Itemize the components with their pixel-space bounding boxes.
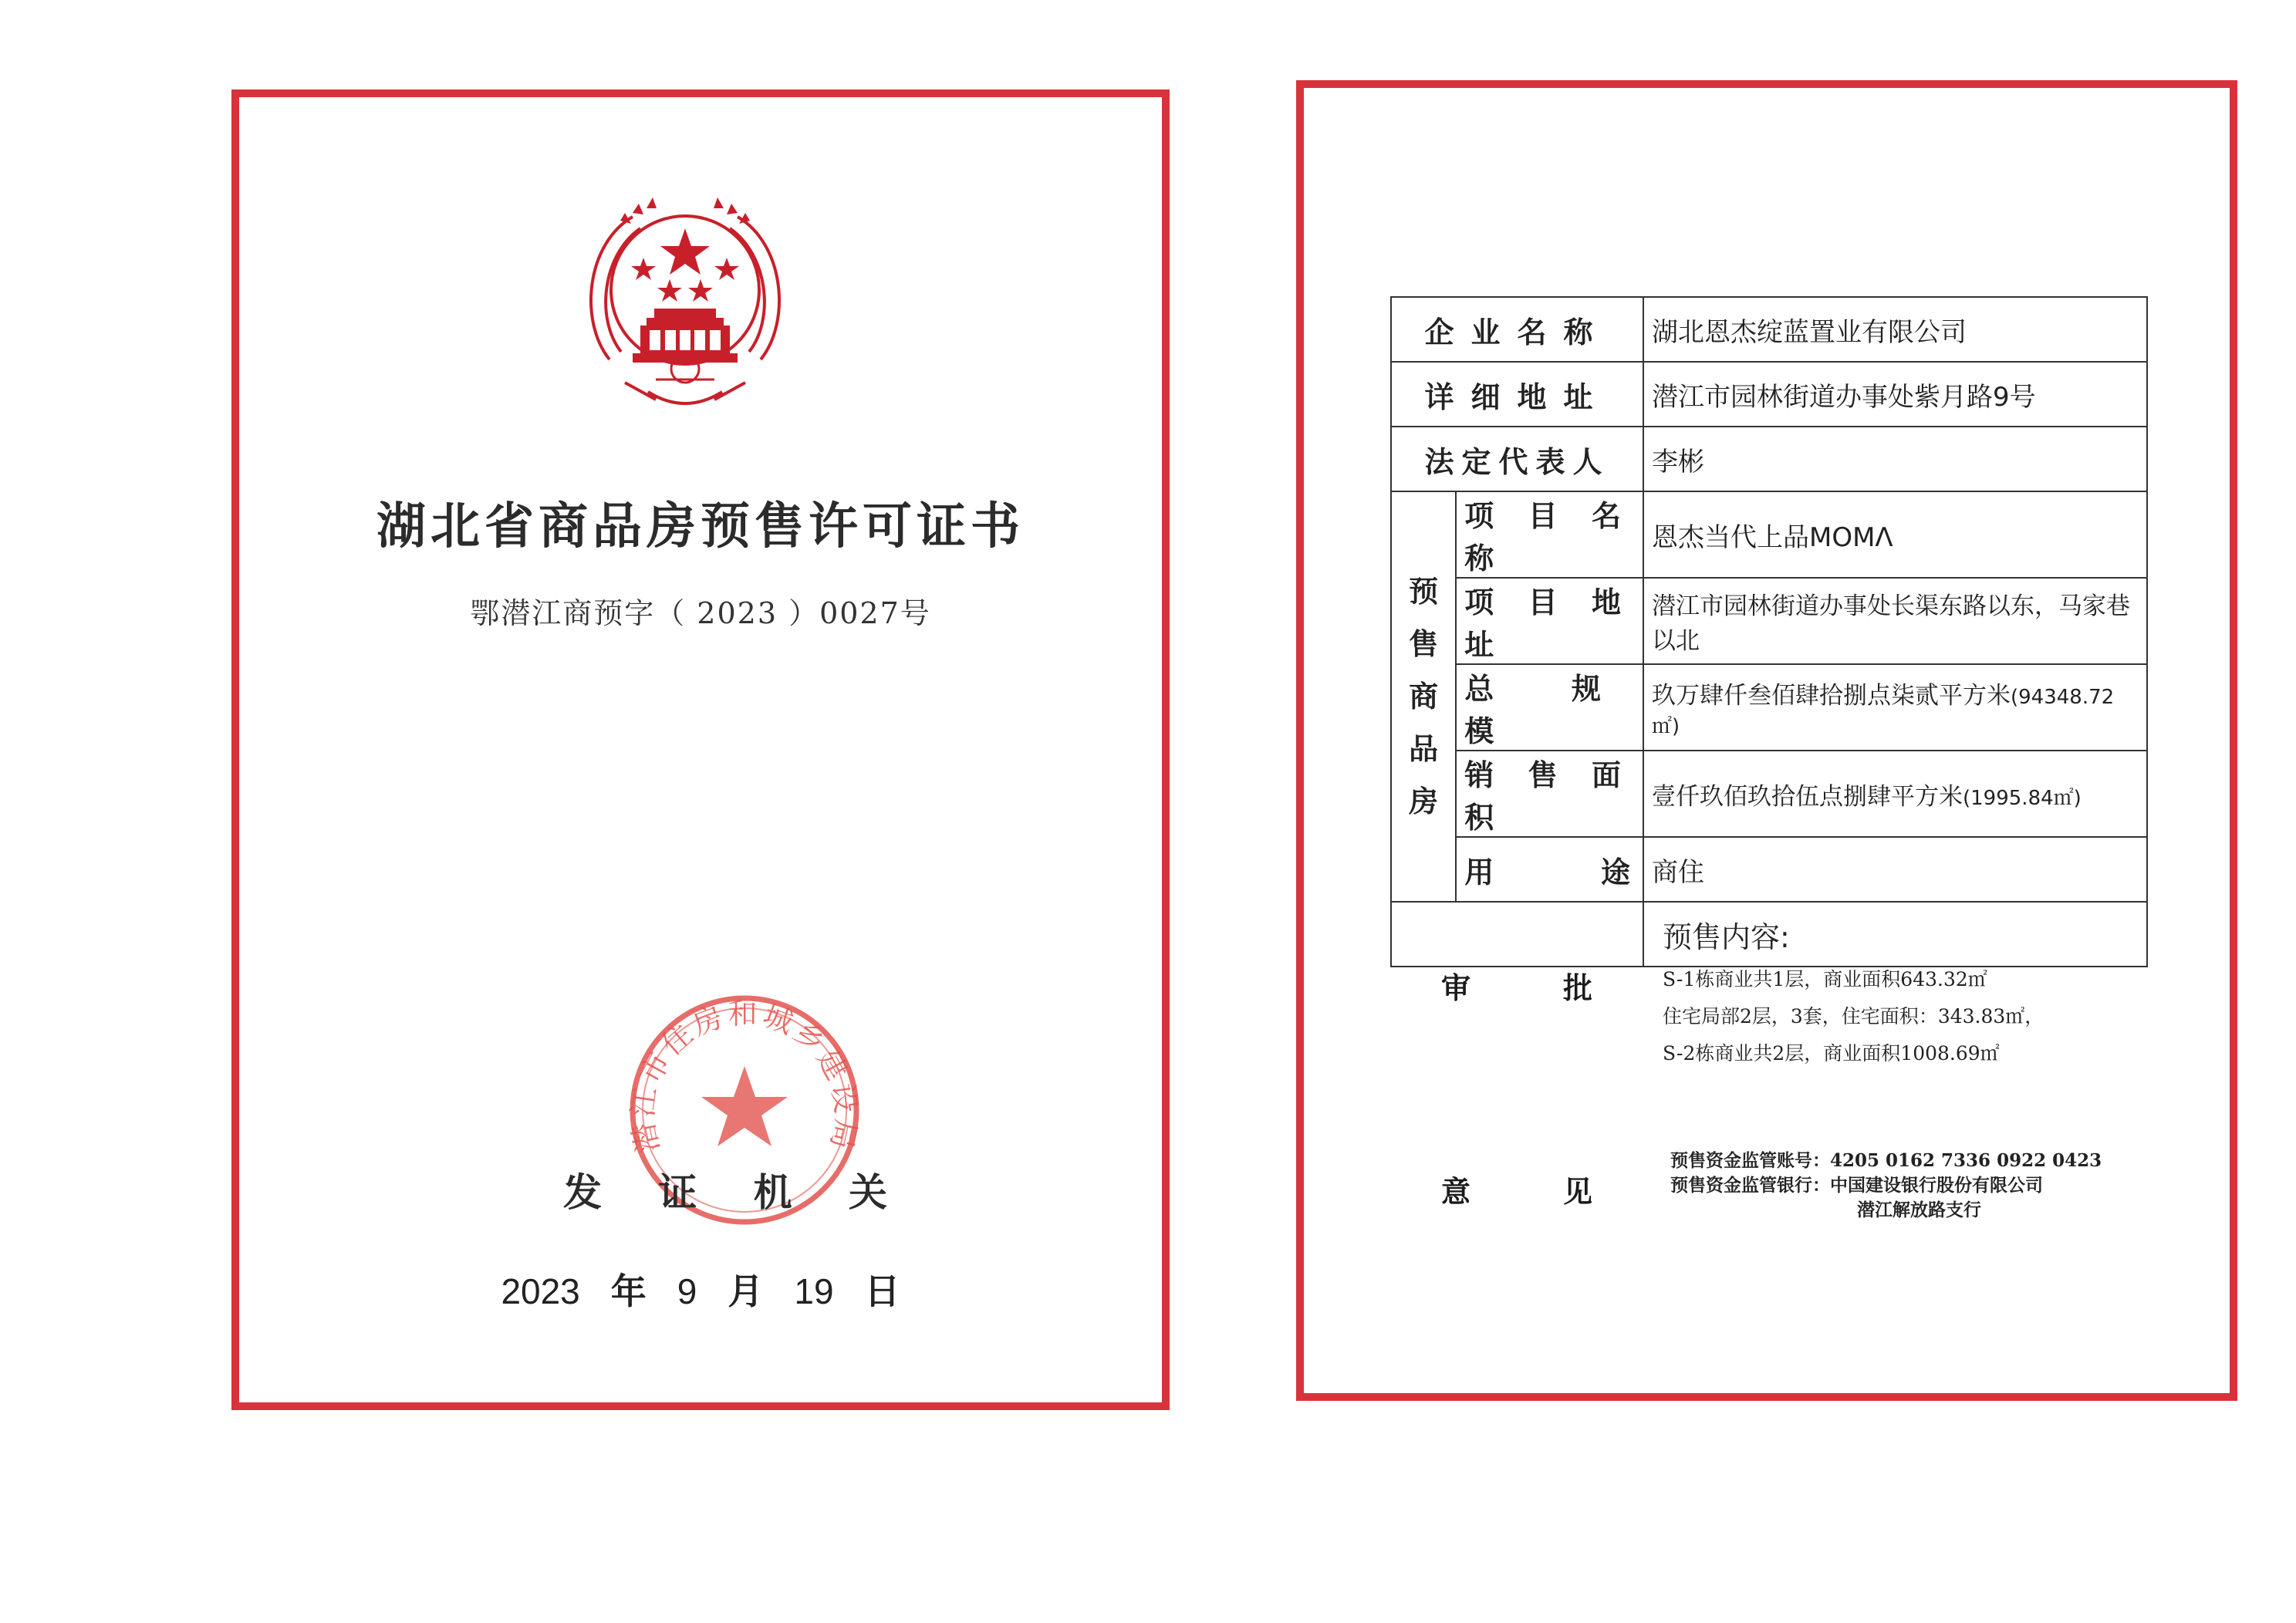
presale-line: 住宅局部2层，3套，住宅面积：343.83㎡， (1663, 1005, 2044, 1027)
date-month-unit: 月 (728, 1271, 764, 1311)
permit-number: 鄂潜江商预字（ 2023 ）0027号 (470, 596, 931, 630)
presale-char: 预 (1409, 575, 1439, 609)
presale-char: 品 (1409, 732, 1439, 766)
approval-content-cell (1643, 902, 2147, 1220)
usage-label (1456, 837, 1643, 902)
table-row (1391, 362, 2147, 427)
table-row (1391, 491, 2147, 578)
escrow-bank: 预售资金监管银行：中国建设银行股份有限公司 (1670, 1175, 2043, 1196)
sale-area-value (1643, 751, 2147, 837)
certificate-cover-page (231, 89, 1170, 1410)
table-row (1391, 578, 2147, 664)
approval-label-char: 批 (1563, 971, 1593, 1005)
legal-rep-value: 李彬 (1643, 427, 2147, 491)
date-year: 2023 (501, 1271, 580, 1311)
project-name-label: 项目名称 (1456, 491, 1643, 578)
approval-label-char: 意 (1441, 1175, 1471, 1209)
issue-date (239, 1264, 1162, 1314)
presale-char: 房 (1409, 785, 1439, 818)
total-scale-label: 总规模 (1456, 664, 1643, 751)
national-emblem (579, 190, 792, 413)
table-row (1391, 297, 2147, 362)
approval-label-cell (1391, 902, 1643, 1209)
date-month: 9 (677, 1271, 697, 1311)
issuer-char: 关 (848, 1170, 887, 1215)
address-label: 详细地址 (1391, 362, 1643, 427)
usage-value: 商住 (1643, 837, 2147, 902)
approval-label-char: 见 (1563, 1175, 1593, 1209)
date-day: 19 (794, 1271, 834, 1311)
presale-content-heading: 预售内容: (1663, 920, 1790, 954)
project-address-value: 潜江市园林街道办事处长渠东路以东，马家巷以北 (1643, 578, 2147, 664)
table-row (1391, 427, 2147, 491)
company-label: 企业名称 (1391, 297, 1643, 362)
escrow-account: 预售资金监管账号：4205 0162 7336 0922 0423 (1670, 1150, 2102, 1171)
issuer-char: 证 (658, 1170, 697, 1215)
table-row (1391, 902, 2147, 967)
table-row (1391, 751, 2147, 837)
usage-label-char: 用 (1464, 855, 1494, 889)
presale-line: S-2栋商业共2层，商业面积1008.69㎡ (1663, 1042, 2000, 1065)
presale-char: 售 (1409, 627, 1439, 661)
issuer-char: 机 (753, 1170, 792, 1215)
address-value: 潜江市园林街道办事处紫月路9号 (1643, 362, 2147, 427)
approval-label-char: 审 (1441, 971, 1471, 1005)
presale-housing-label (1391, 491, 1456, 902)
seal-text: 潜江市住房和城乡建设局 (625, 997, 864, 1156)
date-year-unit: 年 (610, 1271, 647, 1311)
sale-area-text: 壹仟玖佰玖拾伍点捌肆平方米 (1652, 782, 1963, 811)
permit-details-table (1390, 296, 2148, 1220)
certificate-detail-page (1296, 80, 2237, 1401)
total-scale-value (1643, 664, 2147, 751)
company-value: 湖北恩杰绽蓝置业有限公司 (1643, 297, 2147, 362)
legal-rep-label: 法定代表人 (1391, 427, 1643, 491)
sale-area-number: (1995.84㎡) (1963, 786, 2082, 810)
table-row (1391, 664, 2147, 751)
total-scale-text: 玖万肆仟叁佰肆拾捌点柒贰平方米 (1652, 682, 2011, 710)
issuer-char: 发 (563, 1170, 602, 1215)
certificate-title: 湖北省商品房预售许可证书 (376, 498, 1025, 555)
project-address-label: 项目地址 (1456, 578, 1643, 664)
issuing-authority-label (563, 1162, 887, 1217)
total-scale-number: (94348.72㎡) (1652, 686, 2115, 738)
escrow-bank-branch: 潜江解放路支行 (1857, 1200, 1981, 1220)
sale-area-label: 销售面积 (1456, 751, 1643, 837)
usage-label-char: 途 (1600, 855, 1630, 889)
presale-line: S-1栋商业共1层，商业面积643.32㎡ (1663, 968, 1987, 990)
table-row (1391, 837, 2147, 902)
presale-char: 商 (1409, 680, 1439, 714)
date-day-unit: 日 (864, 1271, 900, 1311)
project-name-value: 恩杰当代上品MOMΛ (1643, 491, 2147, 578)
